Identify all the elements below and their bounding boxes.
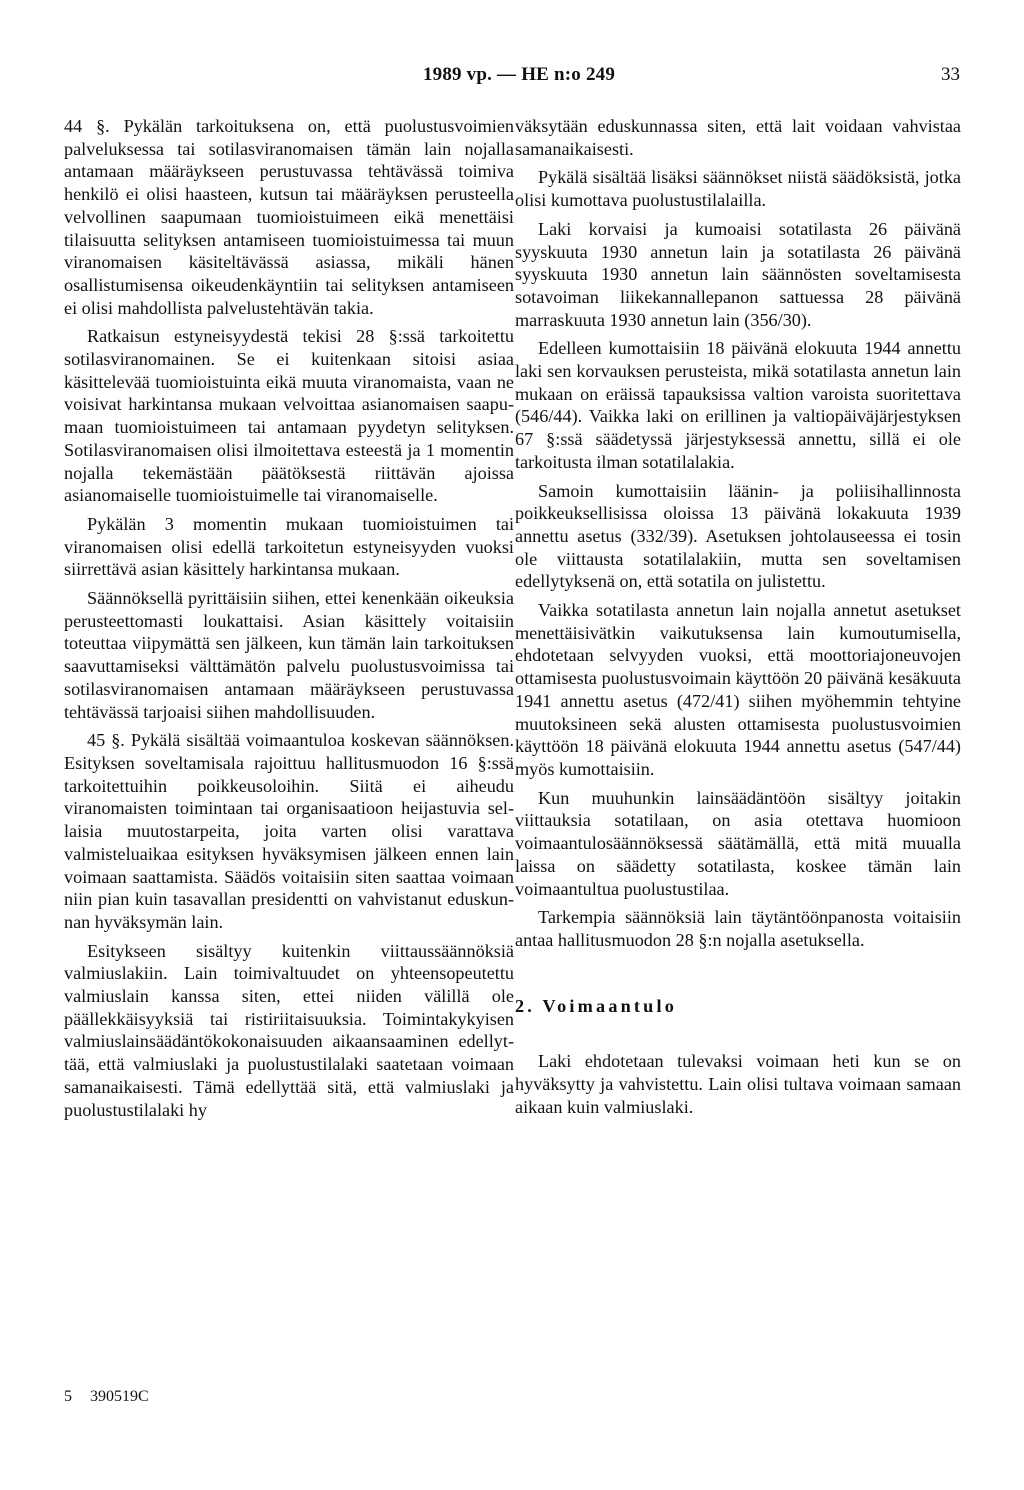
page-header: [0, 64, 1024, 94]
paragraph-45: 45 §. Pykälä sisältää voimaantuloa koskevan säännöksen. Esityksen soveltamisala rajoittuu hallitusmuodon 16 §:ssä tarkoitettuihin poikkeusoloihin. Siitä ei aiheudu viranomaisten toimintaan tai organisaatioon heijastuvia sellaisia muutostarpeita, joita varten olisi varattava valmisteluaikaa esityksen hyväksymisen jälkeen ennen lain voimaan saattamista. Säädös voitaisiin siten saattaa voimaan niin pian kuin tasavallan presidentti on vahvistanut eduskunnan hyväksymän lain.: [64, 730, 514, 932]
paragraph: Edelleen kumottaisiin 18 päivänä elokuuta 1944 annettu laki sen korvauksen perusteista, mikä sotatilasta annetun lain mukaan on eräissä tapauksissa valtion varoista suoritettava (546/44). Vaikka laki on erillinen ja valtiopäiväjärjestyksen 67 §:ssä säädetyssä järjestyksessä annettu, sillä ei ole tarkoitusta ilman sotatilalakia.: [515, 338, 961, 472]
paragraph-continued: väksytään eduskunnassa siten, että lait voidaan vahvistaa samanaikaisesti.: [515, 116, 961, 159]
left-column: [64, 115, 514, 1127]
paragraph: Samoin kumottaisiin läänin- ja poliisihallinnosta poikkeuksellisissa oloissa 13 päivänä lokakuuta 1939 annettu asetus (332/39). Asetuksen johtolauseessa ei tosin ole viittausta sotatilalakiin, mutta sen soveltamisen edellytyksenä on, että sotatila on julistettu.: [515, 480, 961, 592]
running-title: 1989 vp. — HE n:o 249: [422, 64, 616, 85]
right-column: [515, 115, 961, 1124]
paragraph: Pykälän 3 momentin mukaan tuomioistuimen tai viranomaisen olisi edellä tarkoitetun estyneisyyden vuoksi siirrettävä asian käsittely harkintansa mukaan.: [64, 513, 514, 580]
paragraph: Esitykseen sisältyy kuitenkin viittaussäännöksiä valmiuslakiin. Lain toimivaltuudet on yhteensopeutettu valmiuslain kanssa siten, ettei niiden välillä ole päällekkäisyyksiä tai ristiriitaisuuksia. Toimintakykyisen valmiuslainsäädäntökokonaisuuden aikaansaaminen edellyttää, että valmiuslaki ja puolustustilalaki saatetaan voimaan samanaikaisesti. Tämä edellyttää sitä, että valmiuslaki ja puolustustilalaki hy: [64, 940, 514, 1120]
section-paragraph: Laki ehdotetaan tulevaksi voimaan heti kun se on hyväksytty ja vahvistettu. Lain olisi tultava voimaan samaan aikaan kuin valmiuslaki.: [515, 1051, 961, 1117]
paragraph: Säännöksellä pyrittäisiin siihen, ettei kenenkään oikeuksia perusteettomasti loukattaisi. Asian käsittely voitaisiin toteuttaa viipymättä sen jälkeen, kun tämän lain tarkoituksen saavuttamiseksi välttämätön palvelu puolustusvoimissa tai sotilasviranomaisen antamaan määräykseen perustuvassa tehtävässä tarjoaisi siihen mahdollisuuden.: [64, 588, 514, 722]
print-code: 390519C: [90, 1388, 149, 1405]
paragraph: Laki korvaisi ja kumoaisi sotatilasta 26 päivänä syyskuuta 1930 annetun lain ja sotatilasta 26 päivänä syyskuuta 1930 annetun lain säännösten soveltamisesta sotavoiman liikekannallepanon sattuessa 28 päivänä marraskuuta 1930 annetun lain (356/30).: [515, 218, 961, 330]
paragraph: Kun muuhunkin lainsäädäntöön sisältyy joitakin viittauksia sotatilaan, on asia otettava huomioon voimaantulosäännöksessä säätämällä, että mitä muualla laissa on säädetty sotatilasta, koskee tämän lain voimaantultua puolustustilaa.: [515, 787, 961, 899]
page-footer: [64, 1388, 163, 1406]
section-heading: 2. Voimaantulo: [515, 995, 678, 1016]
paragraph: Ratkaisun estyneisyydestä tekisi 28 §:ssä tarkoitettu sotilasviranomainen. Se ei kuitenkaan sitoisi asiaa käsittelevää tuomioistuinta eikä muuta viranomaista, vaan ne voisivat harkintansa mukaan velvoittaa asianomaisen saapumaan tuomioistuimeen tai antamaan pyydetyn selityksen. Sotilasviranomaisen olisi ilmoitettava esteestä ja 1 momentin nojalla tekemästään päätöksestä riittävän ajoissa asianomaiselle tuomioistuimelle tai viranomaiselle.: [64, 326, 514, 506]
paragraph-44: 44 §. Pykälän tarkoituksena on, että puolustusvoimien palveluksessa tai sotilasviranomaisen tämän lain nojalla antamaan määräykseen perustuvassa tehtävässä toimiva henkilö ei olisi haasteen, kutsun tai määräyksen perusteella velvollinen saapumaan tuomioistuimeen eikä menettäisi tilaisuutta selityksen antamiseen tuomioistuimessa tai muun viranomaisen käsiteltävässä asiassa, mikäli hänen osallistumisensa oikeudenkäyntiin tai selityksen antamiseen ei olisi mahdollista palvelustehtävän takia.: [64, 116, 514, 318]
paragraph: Tarkempia säännöksiä lain täytäntöönpanosta voitaisiin antaa hallitusmuodon 28 §:n nojalla asetuksella.: [515, 907, 961, 950]
sheet-number: 5: [64, 1388, 72, 1405]
page-number: 33: [941, 64, 960, 85]
paragraph: Vaikka sotatilasta annetun lain nojalla annetut asetukset menettäisivätkin vaikutuksensa lain kumoutumisella, ehdotetaan selvyyden vuoksi, että moottoriajoneuvojen ottamisesta puolustusvoimain käyttöön 20 päivänä kesäkuuta 1941 annettu asetus (472/41) siihen myöhemmin tehtyine muutoksineen sekä alusten ottamisesta puolustusvoimien käyttöön 18 päivänä elokuuta 1944 annettu asetus (547/44) myös kumottaisiin.: [515, 600, 961, 779]
paragraph: Pykälä sisältää lisäksi säännökset niistä säädöksistä, jotka olisi kumottava puolustustilalailla.: [515, 167, 961, 211]
